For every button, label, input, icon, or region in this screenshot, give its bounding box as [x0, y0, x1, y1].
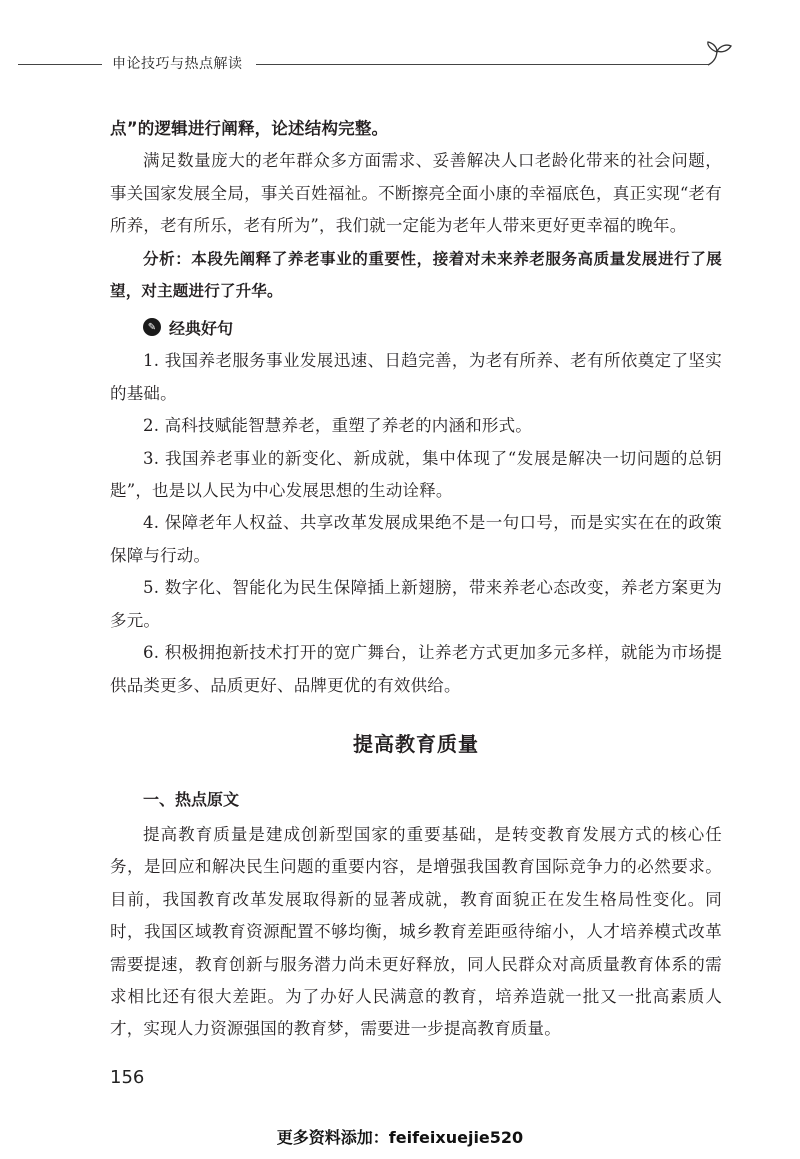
- header-rule-right: [256, 64, 708, 65]
- quote-item: 3. 我国养老事业的新变化、新成就，集中体现了“发展是解决一切问题的总钥匙”，也是以人民为中心发展思想的生动诠释。: [110, 448, 722, 501]
- quotes-section-heading: [110, 311, 722, 343]
- analysis-paragraph: 分析：本段先阐释了养老事业的重要性，接着对未来养老服务高质量发展进行了展望，对主题进行了升华。: [110, 249, 722, 301]
- chapter-title: 提高教育质量: [353, 731, 479, 756]
- page-content: [110, 113, 722, 1046]
- running-title: 申论技巧与热点解读: [112, 56, 243, 72]
- quote-item: 6. 积极拥抱新技术打开的宽广舞台，让养老方式更加多元多样，就能为市场提供品类更多、品质更好、品牌更优的有效供给。: [110, 643, 722, 695]
- continued-paragraph: 点”的逻辑进行阐释，论述结构完整。: [110, 119, 389, 138]
- sprout-icon: [700, 40, 734, 74]
- body-paragraph: 满足数量庞大的老年群众多方面需求、妥善解决人口老龄化带来的社会问题，事关国家发展全局，事关百姓福祉。不断擦亮全面小康的幸福底色，真正实现“老有所养，老有所乐，老有所为”，我们就一定能为老年人带来更好更幸福的晚年。: [110, 151, 722, 236]
- quote-item: 4. 保障老年人权益、共享改革发展成果绝不是一句口号，而是实实在在的政策保障与行动。: [110, 513, 722, 565]
- header-rule-left: [18, 64, 102, 65]
- quote-item: 1. 我国养老服务事业发展迅速、日趋完善，为老有所养、老有所依奠定了坚实的基础。: [110, 351, 722, 403]
- page-number: 156: [110, 1067, 145, 1088]
- quote-item: 5. 数字化、智能化为民生保障插上新翅膀，带来养老心态改变，养老方案更为多元。: [110, 578, 722, 630]
- body-paragraph: 提高教育质量是建成创新型国家的重要基础，是转变教育发展方式的核心任务，是回应和解决民生问题的重要内容，是增强我国教育国际竞争力的必然要求。目前，我国教育改革发展取得新的显著成就，教育面貌正在发生格局性变化。同时，我国区域教育资源配置不够均衡，城乡教育差距亟待缩小，人才培养模式改革需要提速，教育创新与服务潜力尚未更好释放，同人民群众对高质量教育体系的需求相比还有很大差距。为了办好人民满意的教育，培养造就一批又一批高素质人才，实现人力资源强国的教育梦，需要进一步提高教育质量。: [110, 824, 722, 1039]
- quote-badge-icon: ✎: [143, 318, 161, 336]
- footer-note: 更多资料添加：feifeixuejie520: [276, 1128, 524, 1147]
- quotes-section-label: 经典好句: [169, 318, 234, 338]
- quote-item: 2. 高科技赋能智慧养老，重塑了养老的内涵和形式。: [143, 416, 532, 436]
- running-header: [0, 40, 800, 80]
- sub-heading: 一、热点原文: [143, 789, 240, 809]
